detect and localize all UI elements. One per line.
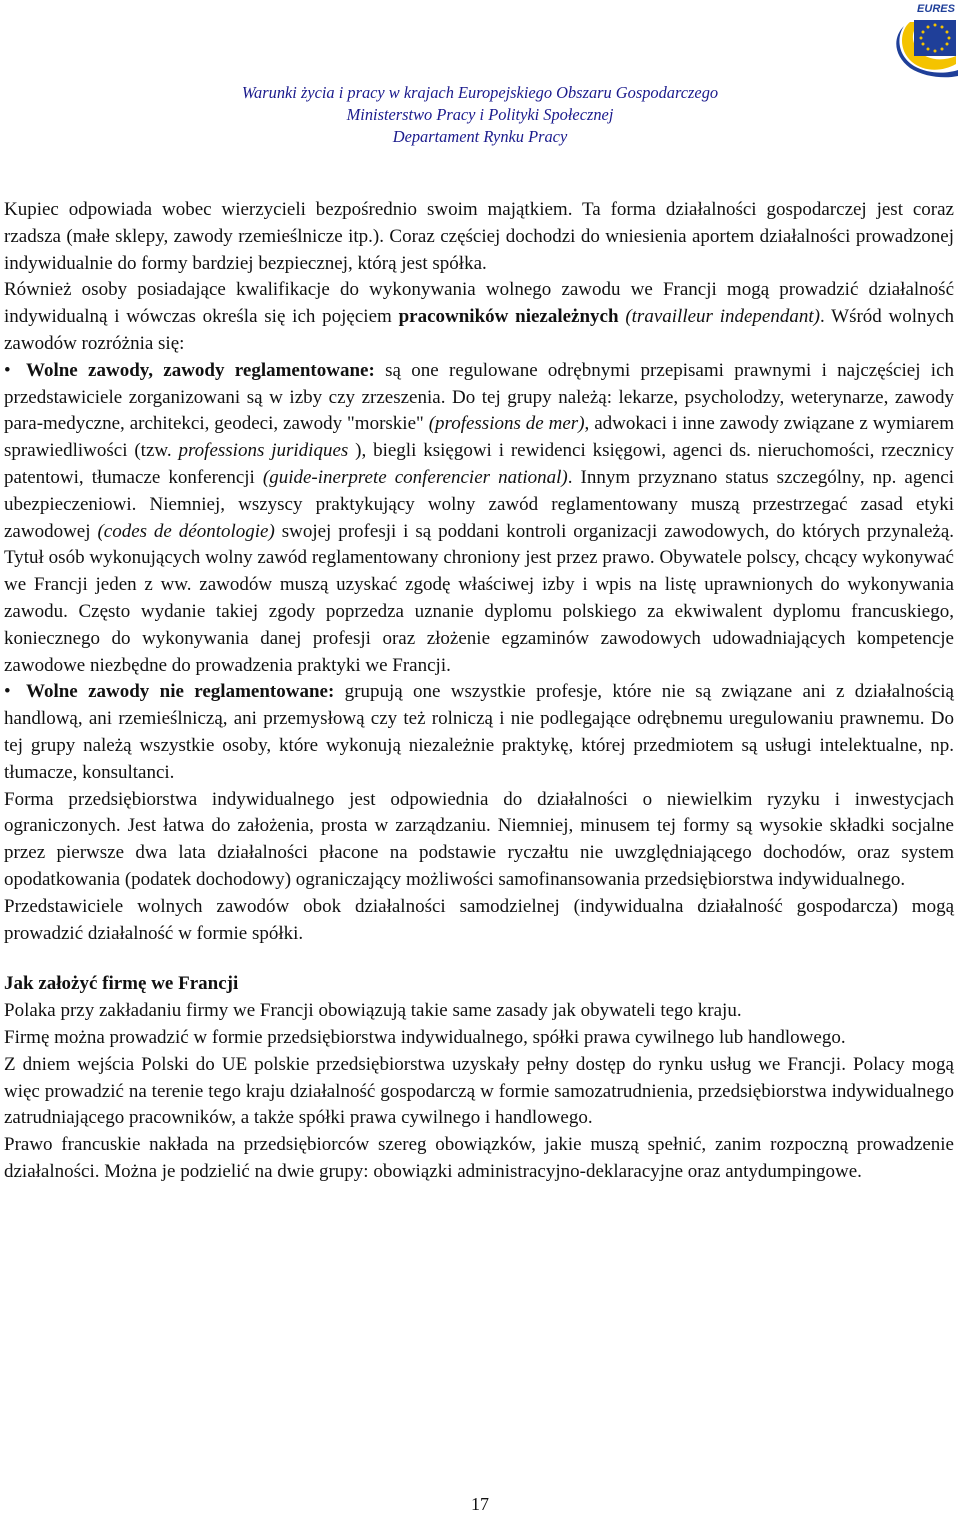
bullet-1-italic-1: (professions de mer): [428, 413, 585, 435]
document-body: [4, 197, 954, 1186]
bullet-1-text-5: swojej profesji i są poddani kontroli organizacji zawodowych, do których przynależą. Tytuł osób wykonujących wolny zawód reglamentowany chroniony jest przez prawo. Obywatele polscy, chcący wykonywać we Francji jeden z ww. zawodów muszą uzyskać zgodę właściwej izby i wpis na listę uprawnionych do wykonywania zawodu. Często wydanie takiej zgody poprzedza uznanie dyplomu polskiego za ekwiwalent dyplomu francuskiego, koniecznego do wykonywania danej profesji oraz złożenie egzaminów zawodowych udowadniających kompetencje zawodowe niezbędne do prowadzenia praktyki we Francji.: [4, 520, 955, 676]
section-title: Jak założyć firmę we Francji: [4, 973, 239, 995]
bullet-1-text-1: są one regulowane odrębnymi przepisami prawnymi i najczęściej ich przedstawiciele zorganizowani są w izby czy zrzeszenia. Do tej grupy należą: lekarze, psycholodzy, weterynarze, zawody para-medyczne, architekci, geodeci, zawody "morskie": [4, 359, 954, 435]
bullet-1-italic-2: professions juridiques: [178, 440, 349, 462]
bullet-1-title: Wolne zawody, zawody reglamentowane:: [26, 359, 375, 381]
bullet-1-text-2: , adwokaci i inne zawody związane z wymiarem sprawiedliwości (tzw.: [4, 413, 954, 462]
p2-bold: pracowników niezależnych: [398, 306, 619, 328]
bullet-1-italic-3: (guide-inerprete conferencier national): [262, 466, 568, 488]
bullet-1-italic-4: (codes de déontologie): [97, 520, 275, 542]
p2-text-d: . Wśród wolnych zawodów rozróżnia się:: [4, 306, 954, 354]
header-line-3: Departament Rynku Pracy: [392, 127, 568, 146]
eures-logo: [890, 0, 960, 78]
bullet-mark: •: [4, 359, 11, 381]
bullet-1-text-4: . Innym przyznano status szczególny, np. agenci ubezpieczeniowi. Niemniej, wszyscy praktykujący wolny zawód reglamentowany muszą przestrzegać zasad etyki zawodowej: [4, 466, 954, 542]
document-header: [0, 82, 960, 148]
paragraph-7: Z dniem wejścia Polski do UE polskie przedsiębiorstwa uzyskały pełny dostęp do rynku usług we Francji. Polacy mogą więc prowadzić na terenie tego kraju działalność gospodarczą w formie samozatrudnienia, przedsiębiorstwa indywidualnego zatrudniającego pracowników, a także spółki prawa cywilnego i handlowego.: [4, 1053, 954, 1129]
header-line-1: Warunki życia i pracy w krajach Europejskiego Obszaru Gospodarczego: [241, 83, 719, 102]
paragraph-3: Forma przedsiębiorstwa indywidualnego jest odpowiednia do działalności o niewielkim ryzyku i inwestycjach ograniczonych. Jest łatwa do założenia, prosta w zarządzaniu. Niemniej, minusem tej formy są wysokie składki socjalne przez pierwsze dwa lata działalności płacone na podstawie ryczałtu nie uwzględniającego dochodów, oraz system opodatkowania (podatek dochodowy) ograniczający możliwości samofinansowania przedsiębiorstwa indywidualnego.: [4, 788, 954, 890]
bullet-item-2: [4, 679, 954, 786]
paragraph-1: Kupiec odpowiada wobec wierzycieli bezpośrednio swoim majątkiem. Ta forma działalności gospodarczej jest coraz rzadsza (małe sklepy, zawody rzemieślnicze itp.). Coraz częściej dochodzi do wniesienia aportem działalności prowadzonej indywidualnie do formy bardziej bezpiecznej, którą jest spółka.: [4, 199, 954, 274]
bullet-2-title: Wolne zawody nie reglamentowane:: [26, 681, 335, 703]
bullet-item-1: [4, 358, 954, 680]
p2-text-a: Również osoby posiadające kwalifikacje do wykonywania wolnego zawodu we Francji mogą prowadzić działalność indywidualną i wówczas określa się ich pojęciem: [4, 279, 954, 328]
logo-text: EURES: [917, 3, 955, 15]
page-number: 17: [471, 1494, 489, 1514]
paragraph-8: Prawo francuskie nakłada na przedsiębiorców szereg obowiązków, jakie muszą spełnić, zanim rozpoczną prowadzenie działalności. Można je podzielić na dwie grupy: obowiązki administracyjno-deklaracyjne oraz antydumpingowe.: [4, 1134, 954, 1182]
paragraph-6: Firmę można prowadzić w formie przedsiębiorstwa indywidualnego, spółki prawa cywilnego lub handlowego.: [4, 1026, 846, 1048]
p2-italic: (travailleur independant): [625, 306, 820, 328]
bullet-2-text: grupują one wszystkie profesje, które nie są związane ani z działalnością handlową, ani rzemieślniczą, ani przemysłową czy też rolniczą i nie podlegające odrębnemu uregulowaniu prawnemu. Do tej grupy należą wszystkie osoby, które wykonują niezależnie praktykę, której przedmiotem są usługi intelektualne, np. tłumacze, konsultanci.: [4, 681, 954, 783]
paragraph-4: Przedstawiciele wolnych zawodów obok działalności samodzielnej (indywidualna działalność gospodarcza) mogą prowadzić działalność w formie spółki.: [4, 895, 954, 944]
paragraph-2: [4, 277, 954, 357]
eu-stars-hand-icon: [890, 0, 960, 78]
bullet-mark: •: [4, 681, 11, 703]
paragraph-5: Polaka przy zakładaniu firmy we Francji obowiązują takie same zasady jak obywateli tego kraju.: [4, 1000, 742, 1022]
bullet-1-text-3: ), biegli księgowi i rewidenci księgowi, agenci ds. nieruchomości, rzecznicy patentowi, tłumacze konferencji: [4, 440, 955, 488]
header-line-2: Ministerstwo Pracy i Polityki Społecznej: [346, 105, 614, 124]
